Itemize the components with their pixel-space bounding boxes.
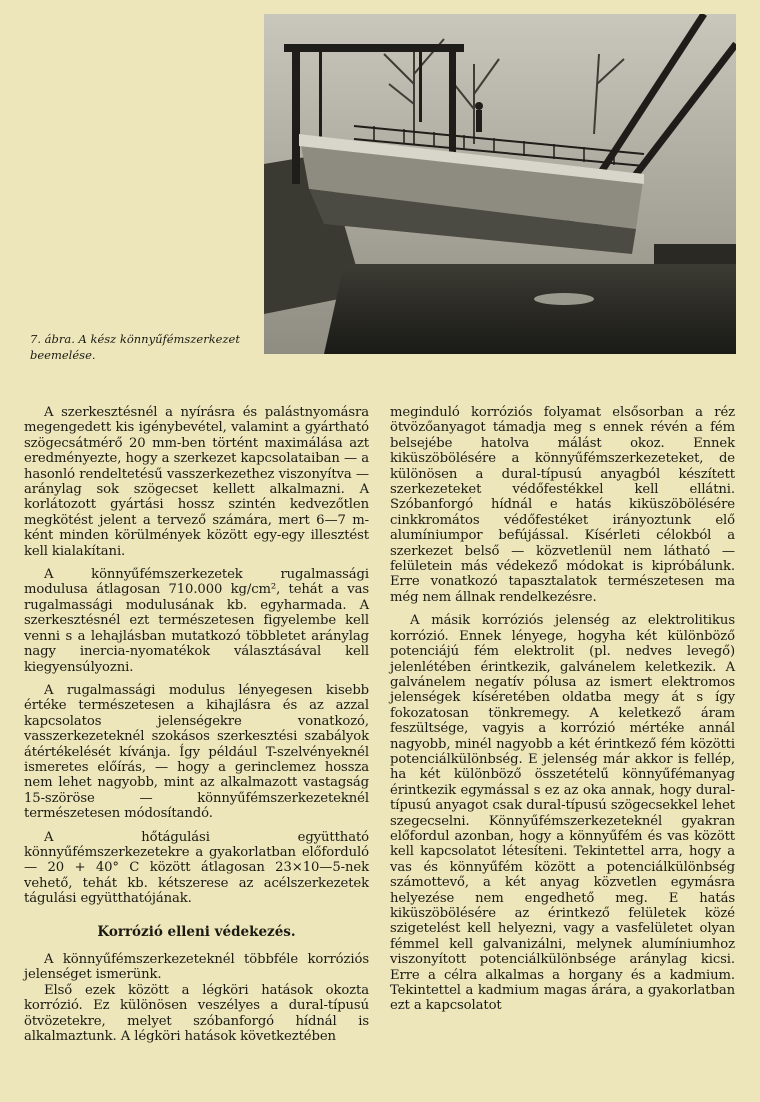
right-column: [390, 405, 735, 1014]
paragraph: meginduló korróziós folyamat elsősorban a réz ötvözőanyagot támadja meg s ennek révén a fém belsejébe hatolva málást okoz. Ennek kiküszöbölésére a könnyűfémszerkezeteket, de különösen a dural-típusú anyagból készített szerkezeteket védőfestékkel kell ellátni. Szóbanforgó hídnál e hatás kiküszöbölésére cinkkromátos védőfestéket irányoztunk elő alumíniumpor befújással. Kísérleti célokból a szerkezet belső — közvetlenül nem látható — felületein más védekező módokat is kipróbálunk. Erre vonatkozó tapasztalatok természetesen ma még nem állnak rendelkezésre.: [390, 405, 735, 605]
paragraph: A rugalmassági modulus lényegesen kisebb értéke természetesen a kihajlásra és az azzal kapcsolatos jelenségekre vonatkozó, vasszerkezeteknél szokásos szerkesztési szabályok átértékelését kívánja. Így például T-szelvényeknél ismeretes előírás, — hogy a gerinclemez hossza nem lehet nagyobb, mint az alkalmazott vastagság 15-szöröse — könnyűfémszerkezeteknél természetesen módosítandó.: [24, 682, 369, 822]
left-column: [24, 405, 369, 1044]
paragraph: A másik korróziós jelenség az elektrolitikus korrózió. Ennek lényege, hogyha két különböző potenciájú fém elektrolit (pl. nedves levegő) jelenlétében érintkezik, galvánelem keletkezik. A galvánelem negatív pólusa az ismert elektromos jelenségek kíséretében oldatba megy át s így fokozatosan tönkremegy. A keletkező áram feszültsége, vagyis a korrózió mértéke annál nagyobb, minél nagyobb a két érintkező fém közötti potenciálkülönbség. E jelenség már akkor is fellép, ha két különböző összetételű könnyűfémanyag érintkezik egymással s ez az oka annak, hogy dural-típusú anyagot csak dural-típusú szögecsekkel lehet szegecselni. Könnyűfémszerkezeteknél gyakran előfordul azonban, hogy a könnyűfém és vas között kell kapcsolatot létesíteni. Tekintettel arra, hogy a vas és könnyűfém között a potenciálkülönbség számottevő, a két anyag közvetlen egymásra helyezése nem engedhető meg. E hatás kiküszöbölésére az érintkező felületek közé szigetelést kell helyezni, vagy a vasfelületet olyan fémmel kell galvanizálni, melynek alumíniumhoz viszonyított potenciálkülönbsége aránylag kicsi. Erre a célra alkalmas a horgany és a kadmium. Tekintettel a kadmium magas árára, a gyakorlatban ezt a kapcsolatot: [390, 613, 735, 1014]
section-heading: Korrózió elleni védekezés.: [97, 923, 296, 940]
paragraph: A szerkesztésnél a nyírásra és palástnyomásra megengedett kis igénybevétel, valamint a gyártható szögecsátmérő 20 mm-ben történt maximálása azt eredményezte, hogy a szerkezet kapcsolataiban — a hasonló rendeltetésű vasszerkezethez viszonyítva — aránylag sok szögecset kellett alkalmazni. A korlátozott gyártási hossz szintén kedvezőtlen megkötést jelent a tervező számára, mert 6—7 m-ként minden körülmények között egy-egy illesztést kell kialakítani.: [24, 405, 369, 559]
paragraph: Első ezek között a légköri hatások okozta korrózió. Ez különösen veszélyes a dural-típusú ötvözetekre, melyet szóbanforgó hídnál is alkalmaztunk. A légköri hatások következtében: [24, 982, 369, 1045]
paragraph: A könnyűfémszerkezetek rugalmassági modulusa átlagosan 710.000 kg/cm², tehát a vas rugalmassági modulusának kb. egyharmada. A szerkesztésnél ezt természetesen figyelembe kell venni s a lehajlásban mutatkozó többletet aránylag nagy inercia-nyomatékok választásával kell kiegyensúlyozni.: [24, 567, 369, 675]
figure-caption: 7. ábra. A kész könnyűfémszerkezet beemelése.: [30, 332, 240, 362]
paragraph: A könnyűfémszerkezeteknél többféle korróziós jelenséget ismerünk.: [24, 952, 369, 983]
bridge-photo: [264, 14, 736, 354]
paragraph: A hőtágulási együttható könnyűfémszerkezetekre a gyakorlatban előforduló — 20 + 40° C között átlagosan 23×10—5-nek vehető, tehát kb. kétszerese az acélszerkezetek tágulási együtthatójának.: [24, 829, 369, 907]
